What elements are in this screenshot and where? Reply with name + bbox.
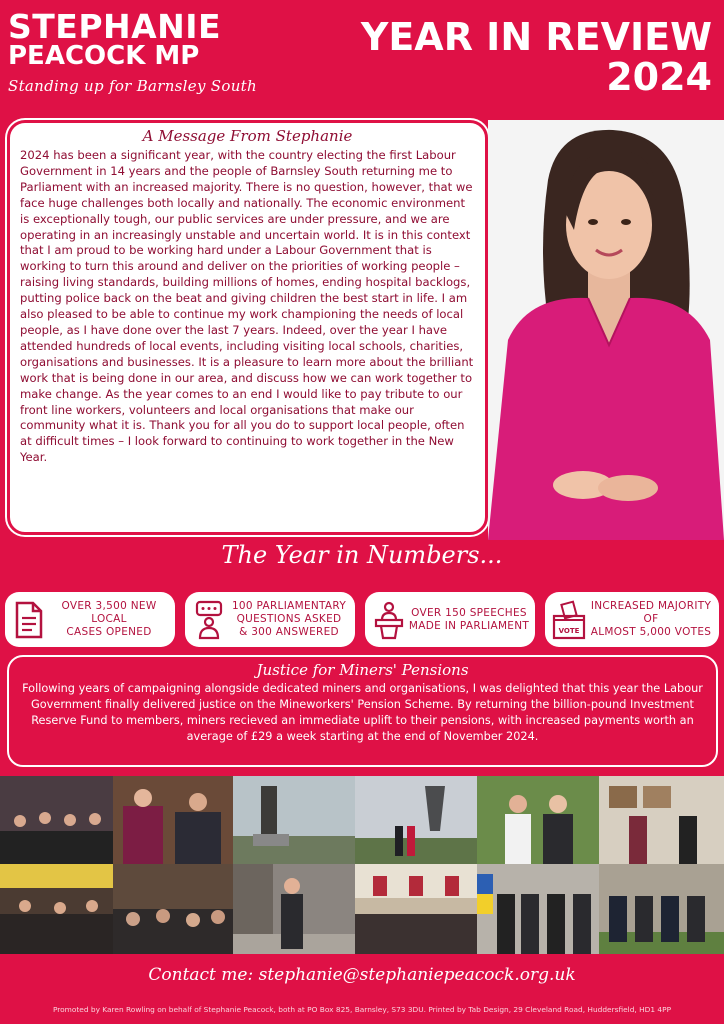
stat-text: [227, 600, 355, 639]
collage-photo: [355, 864, 477, 954]
collage-photo: [477, 864, 599, 954]
photo-collage: [0, 776, 724, 954]
stat-line: MADE IN PARLIAMENT: [408, 619, 530, 632]
flags-photo-image: [477, 864, 599, 954]
chamber-photo-image: [355, 864, 477, 954]
collage-photo: [599, 864, 724, 954]
exhibition-photo-image: [599, 776, 724, 864]
miners-body: Following years of campaigning alongside dedicated miners and organisations, I was delighted that this year the Labour Government finally delivered justice on the Mineworkers' Pension Scheme. By returning the billion-pound Investment Reserve Fund to members, miners recieved an immediate uplift to their pensions, with increased payments worth an average of £29 a week starting at the end of November 2024.: [22, 682, 703, 743]
statue-photo-image: [233, 776, 355, 864]
collage-photo: [0, 864, 113, 954]
tagline: Standing up for Barnsley South: [8, 77, 257, 95]
lectern-icon: [371, 600, 407, 640]
ballot-box-icon: [551, 600, 587, 640]
imprint-footer: Promoted by Karen Rowling on behalf of Stephanie Peacock, both at PO Box 825, Barnsley, S73 3DU. Printed by Tab Design, 29 Cleveland Road, Huddersfield, HD1 4PP: [52, 1005, 672, 1014]
portrait-photo: [488, 120, 724, 540]
street-photo-image: [233, 864, 355, 954]
stat-text: [587, 600, 719, 639]
stat-line: ALMOST 5,000 VOTES: [590, 626, 712, 638]
stat-line: 100 PARLIAMENTARY: [231, 600, 347, 612]
stat-line: INCREASED MAJORITY OF: [590, 600, 712, 625]
stat-text: [407, 607, 535, 633]
group-photo-image: [0, 776, 113, 864]
collage-photo: [477, 776, 599, 864]
collage-photo: [599, 776, 724, 864]
document-icon: [11, 600, 47, 640]
colliery-photo-image: [355, 776, 477, 864]
collage-photo: [113, 864, 233, 954]
page-title-year: 2024: [606, 54, 712, 99]
audience-photo-image: [113, 864, 233, 954]
banner-photo-image: [0, 864, 113, 954]
stat-speeches: [365, 592, 535, 647]
contact-email[interactable]: Contact me: stephanie@stephaniepeacock.org.uk: [148, 965, 576, 985]
outdoor-group-photo-image: [599, 864, 724, 954]
page-title: YEAR IN REVIEW: [360, 15, 712, 59]
speaker-question-icon: [191, 600, 227, 640]
stat-line: & 300 ANSWERED: [239, 626, 339, 638]
stat-majority: [545, 592, 719, 647]
collage-photo: [233, 776, 355, 864]
mp-name-last: PEACOCK MP: [8, 41, 200, 71]
message-heading: A Message From Stephanie: [142, 127, 353, 145]
two-women-photo-image: [477, 776, 599, 864]
title-block: [360, 15, 712, 99]
collage-photo: [113, 776, 233, 864]
stat-cases: [5, 592, 175, 647]
miners-pensions-panel: [7, 655, 718, 767]
meeting-photo-image: [113, 776, 233, 864]
stat-text: [47, 600, 175, 639]
numbers-heading: The Year in Numbers...: [221, 541, 503, 569]
portrait-illustration: [488, 120, 724, 540]
mp-name-first: STEPHANIE: [8, 7, 222, 46]
stat-line: OVER 3,500 NEW LOCAL: [61, 600, 157, 625]
stat-questions: [185, 592, 355, 647]
mp-name-block: [8, 7, 257, 95]
stat-line: CASES OPENED: [66, 626, 152, 638]
collage-photo: [355, 776, 477, 864]
message-panel: [7, 120, 488, 535]
miners-heading: Justice for Miners' Pensions: [256, 661, 469, 679]
ballot-box-label: VOTE: [558, 626, 580, 635]
stat-line: QUESTIONS ASKED: [236, 613, 342, 625]
collage-photo: [233, 864, 355, 954]
stat-line: OVER 150 SPEECHES: [411, 606, 527, 619]
collage-photo: [0, 776, 113, 864]
message-body: 2024 has been a significant year, with the country electing the first Labour Government in 14 years and the people of Barnsley South returning me to Parliament with an increased majority. There is no question, however, that we face huge challenges both locally and nationally. The economic environment is exceptionally tough, our public services are under pressure, and we are operating in an increasingly unstable and uncertain world. It is in this context that I am proud to be working hard under a Labour Government that is working to turn this around and deliver on the priorities of working people – raising living standards, building millions of homes, ending hospital backlogs, putting police back on the beat and giving children the best start in life. I am also pleased to be able to continue my work championing the needs of local people, as I have done over the last 7 years. Indeed, over the year I have attended hundreds of local events, including visiting local schools, charities, organisations and businesses. It is a pleasure to learn more about the brilliant work that is being done in our area, and discuss how we can work together to make change. As the year comes to an end I would like to pay tribute to our front line workers, volunteers and local organisations that make our community what it is. Thank you for all you do to support local people, often at difficult times – I look forward to continuing to work together in the New Year.: [20, 148, 474, 465]
